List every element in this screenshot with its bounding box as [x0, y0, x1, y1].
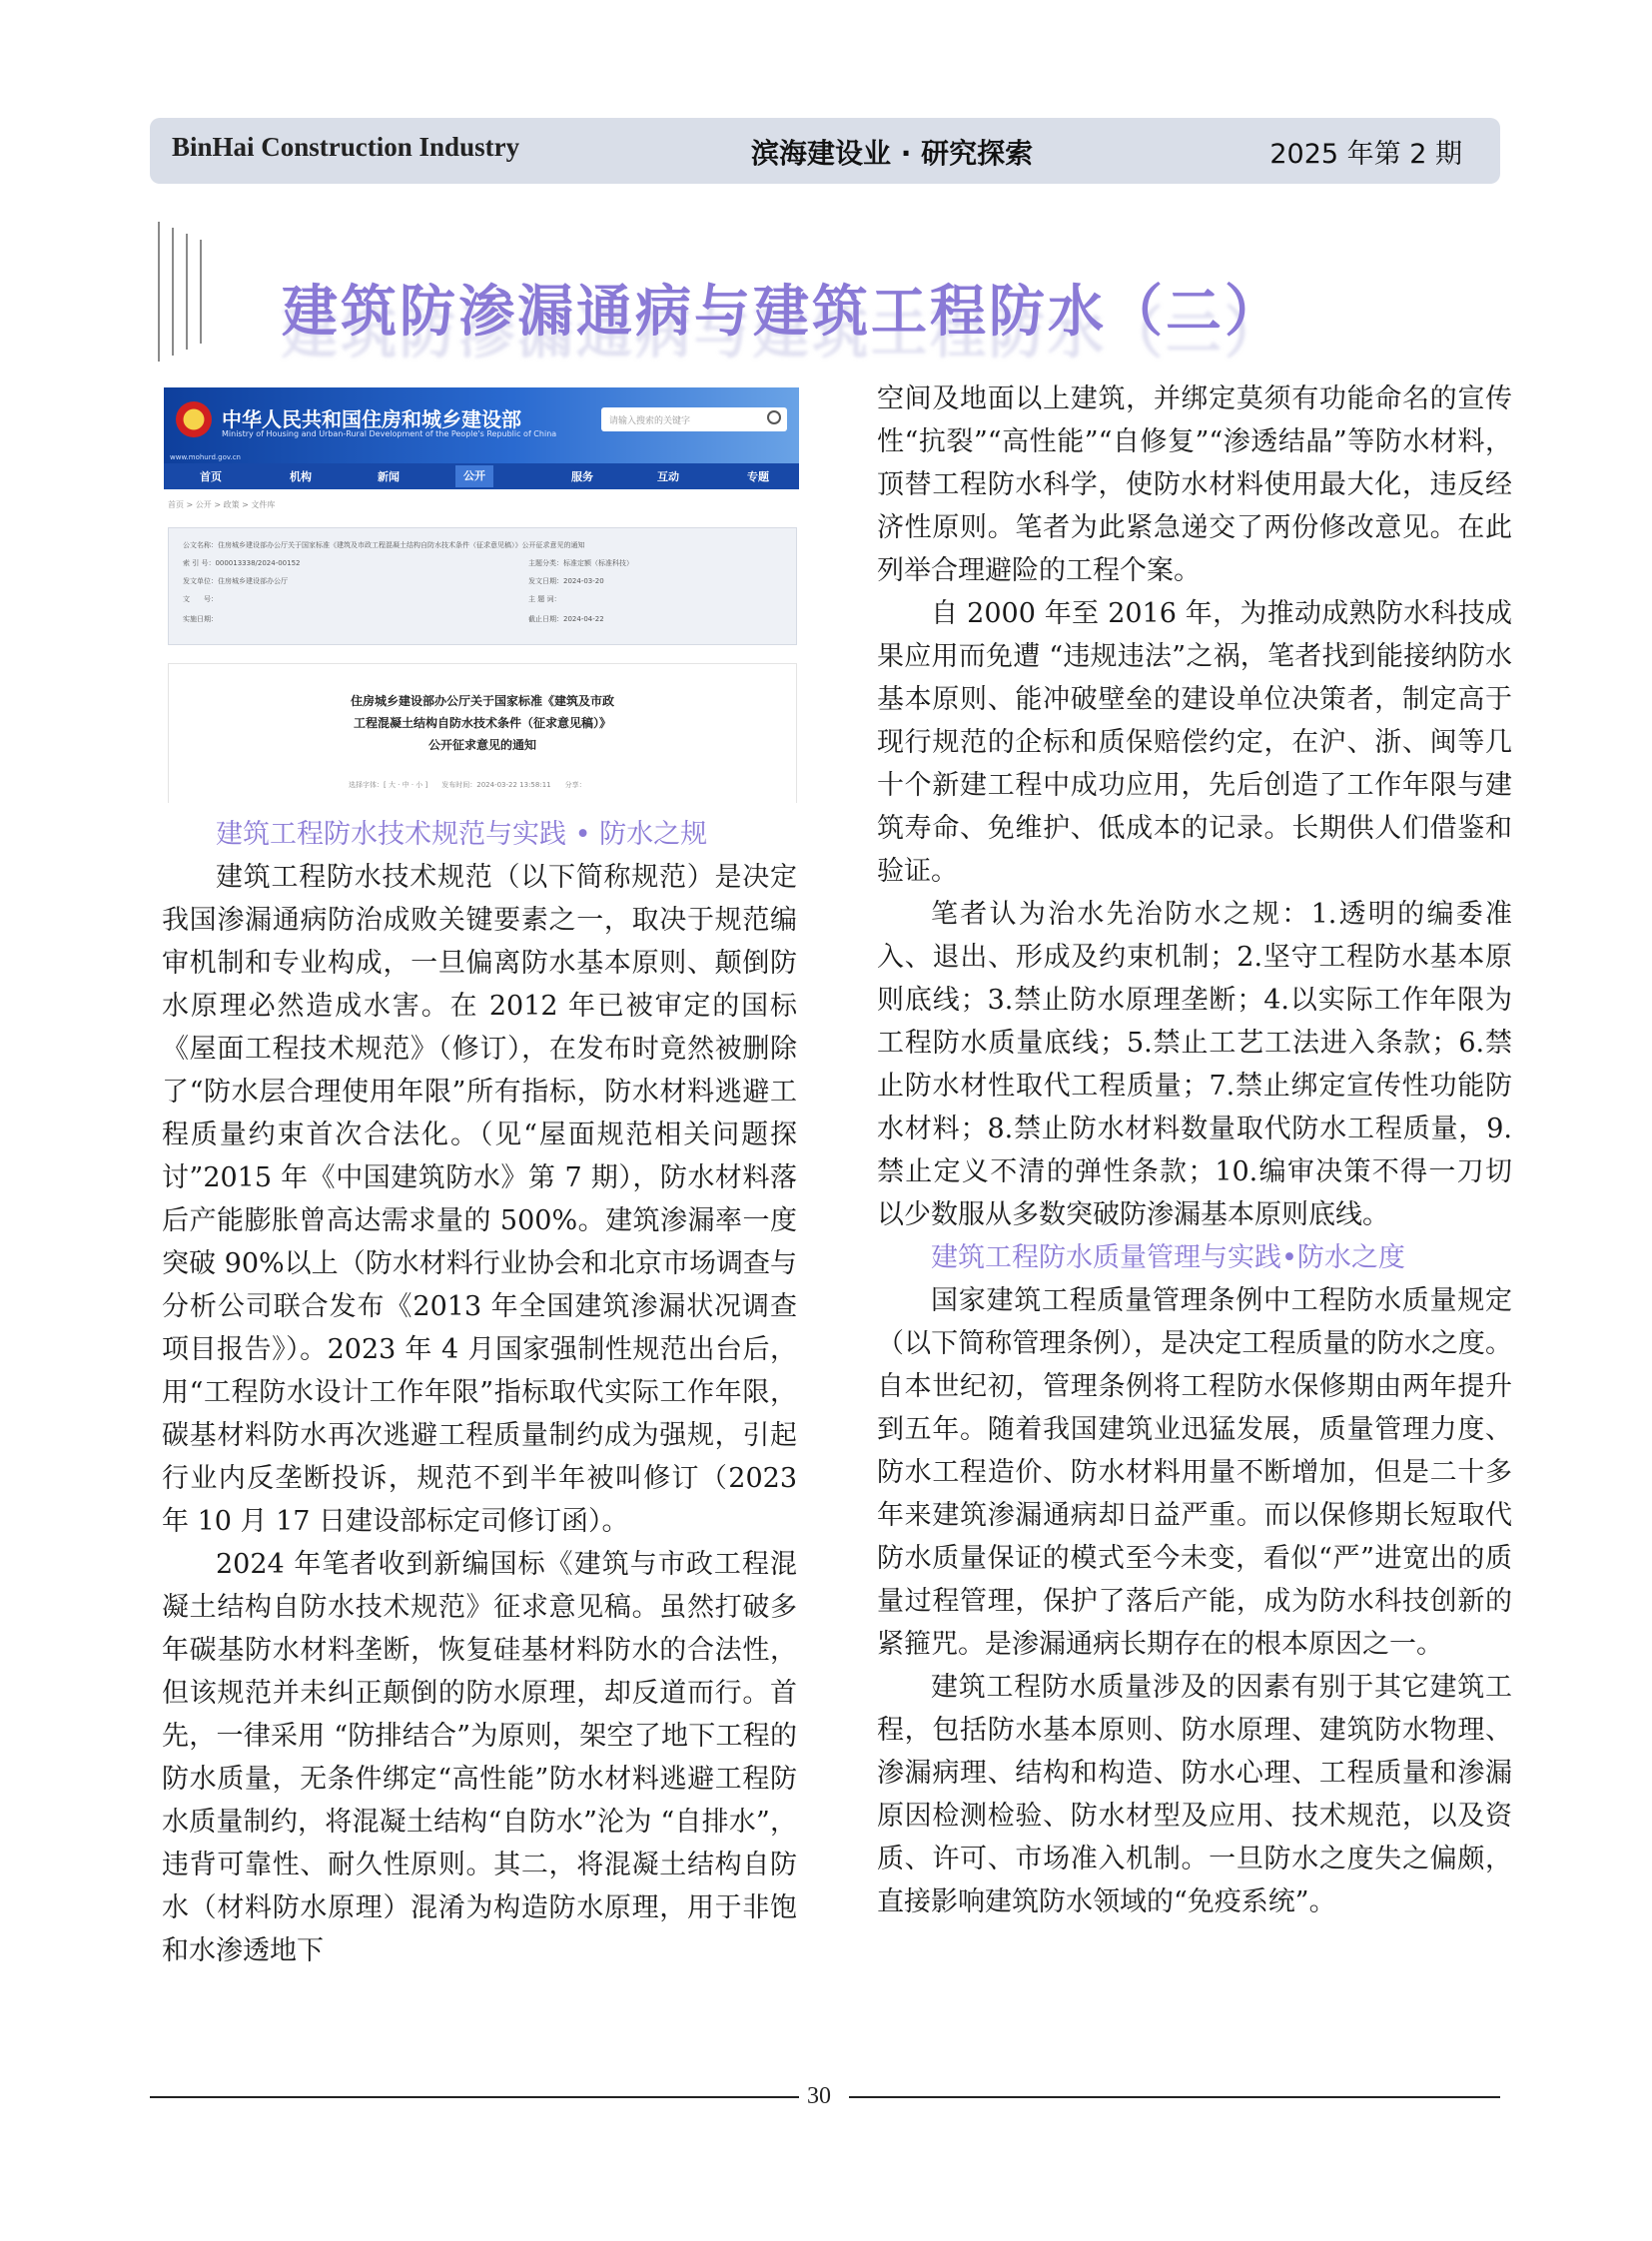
left-column: [162, 813, 797, 1972]
site-url: www.mohurd.gov.cn: [170, 453, 241, 461]
article-title: 建筑防渗漏通病与建筑工程防水（二）: [282, 280, 1283, 345]
website-screenshot-figure: [164, 387, 799, 803]
site-title: 中华人民共和国住房和城乡建设部: [222, 407, 521, 431]
info-issue-date: 发文日期：2024-03-20: [528, 577, 604, 585]
notice-title-line-1: 住房城乡建设部办公厅关于国家标准《建筑及市政: [350, 694, 614, 708]
info-keywords: 主 题 词：: [528, 595, 561, 603]
info-effective-date: 实施日期：: [183, 615, 218, 623]
nav-public[interactable]: 公开: [455, 465, 493, 487]
info-doc-number: 文 号：: [183, 595, 218, 603]
info-issuer: 发文单位：住房城乡建设部办公厅: [183, 577, 288, 585]
search-icon: [767, 410, 781, 424]
info-index: 索 引 号：000013338/2024-00152: [183, 559, 301, 567]
paragraph: 国家建筑工程质量管理条例中工程防水质量规定（以下简称管理条例），是决定工程质量的防水之度。自本世纪初，管理条例将工程防水保修期由两年提升到五年。随着我国建筑业迅猛发展，质量管理力度、防水工程造价、防水材料用量不断增加，但是二十多年来建筑渗漏通病却日益严重。而以保修期长短取代防水质量保证的模式至今未变，看似“严”进宽出的质量过程管理，保护了落后产能，成为防水科技创新的紧箍咒。是渗漏通病长期存在的根本原因之一。: [877, 1285, 1512, 1660]
notice-title-line-3: 公开征求意见的通知: [427, 738, 536, 752]
right-column: [877, 377, 1512, 1923]
nav-news[interactable]: 新闻: [378, 470, 400, 483]
paragraph: 2024 年笔者收到新编国标《建筑与市政工程混凝土结构自防水技术规范》征求意见稿。虽然打破多年碳基防水材料垄断，恢复硅基材料防水的合法性，但该规范并未纠正颠倒的防水原理，却反道而行。首先，一律采用 “防排结合”为原则，架空了地下工程的防水质量，无条件绑定“高性能”防水材料逃避工程防水质量制约，将混凝土结构“自防水”沦为 “自排水”，违背可靠性、耐久性原则。其二，将混凝土结构自防水（材料防水原理）混淆为构造防水原理，用于非饱和水渗透地下: [162, 1549, 797, 1966]
site-nav: [164, 463, 799, 489]
section-heading-quality: 建筑工程防水质量管理与实践•防水之度: [931, 1242, 1405, 1273]
notice-box: [168, 663, 797, 803]
info-title: 公文名称：住房城乡建设部办公厅关于国家标准《建筑及市政工程混凝土结构自防水技术条件（征求意见稿）》公开征求意见的通知: [183, 541, 585, 549]
journal-chinese-name: 滨海建设业 · 研究探索: [751, 137, 1034, 170]
page-number: 30: [807, 2083, 831, 2109]
info-category: 主题分类：标准定额（标准科技）: [528, 559, 633, 567]
document-info-box: [168, 527, 797, 645]
paragraph: 建筑工程防水技术规范（以下简称规范）是决定我国渗漏通病防治成败关键要素之一，取决于规范编审机制和专业构成，一旦偏离防水基本原则、颠倒防水原理必然造成水害。在 2012 年已被审定的国标《屋面工程技术规范》（修订），在发布时竟然被删除了“防水层合理使用年限”所有指标，防水材料逃避工程质量约束首次合法化。（见“屋面规范相关问题探讨”2015 年《中国建筑防水》第 7 期），防水材料落后产能膨胀曾高达需求量的 500%。建筑渗漏率一度突破 90%以上（防水材料行业协会和北京市场调查与分析公司联合发布《2013 年全国建筑渗漏状况调查项目报告》）。2023 年 4 月国家强制性规范出台后，用“工程防水设计工作年限”指标取代实际工作年限，碳基材料防水再次逃避工程质量制约成为强规，引起行业内反垄断投诉，规范不到半年被叫修订（2023 年 10 月 17 日建设部标定司修订函）。: [162, 862, 797, 1537]
breadcrumb: 首页 > 公开 > 政策 > 文件库: [168, 500, 276, 509]
search-placeholder: 请输入搜索的关键字: [609, 416, 691, 426]
nav-org[interactable]: 机构: [290, 470, 312, 483]
national-emblem-icon: [176, 401, 212, 437]
info-deadline: 截止日期：2024-04-22: [528, 615, 604, 623]
issue-label: 2025 年第 2 期: [1269, 139, 1462, 170]
paragraph: 笔者认为治水先治防水之规：1.透明的编委准入、退出、形成及约束机制；2.坚守工程防水基本原则底线；3.禁止防水原理垄断；4.以实际工作年限为工程防水质量底线；5.禁止工艺工法进入条款；6.禁止防水材性取代工程质量；7.禁止绑定宣传性功能防水材料；8.禁止防水材料数量取代防水工程质量，9.禁止定义不清的弹性条款；10.编审决策不得一刀切以少数服从多数突破防渗漏基本原则底线。: [877, 899, 1512, 1230]
paragraph-continued: 空间及地面以上建筑，并绑定莫须有功能命名的宣传性“抗裂”“高性能”“自修复”“渗透结晶”等防水材料，顶替工程防水科学，使防水材料使用最大化，违反经济性原则。笔者为此紧急递交了两份修改意见。在此列举合理避险的工程个案。: [877, 383, 1512, 586]
footer-rule-right: [849, 2096, 1500, 2098]
paragraph: 自 2000 年至 2016 年，为推动成熟防水科技成果应用而免遭 “违规违法”之祸，笔者找到能接纳防水基本原则、能冲破壁垒的建设单位决策者，制定高于现行规范的企标和质保赔偿约定，在沪、浙、闽等几十个新建工程中成功应用，先后创造了工作年限与建筑寿命、免维护、低成本的记录。长期供人们借鉴和验证。: [877, 598, 1512, 887]
nav-topics[interactable]: 专题: [747, 470, 769, 483]
footer-rule-left: [150, 2096, 799, 2098]
site-subtitle: Ministry of Housing and Urban-Rural Development of the People's Republic of China: [222, 429, 557, 438]
notice-title-line-2: 工程混凝土结构自防水技术条件（征求意见稿）》: [353, 716, 611, 730]
section-heading-standards: 建筑工程防水技术规范与实践 • 防水之规: [216, 819, 708, 850]
decorative-lines: [158, 222, 208, 362]
journal-english-name: BinHai Construction Industry: [172, 132, 520, 162]
nav-interact[interactable]: 互动: [657, 470, 679, 483]
nav-home[interactable]: 首页: [200, 470, 222, 483]
running-header: [150, 118, 1500, 184]
nav-service[interactable]: 服务: [571, 470, 593, 483]
notice-meta: 选择字体：[ 大 · 中 · 小 ] 发布时间：2024-03-22 13:58:11 分享：: [349, 781, 586, 789]
paragraph: 建筑工程防水质量涉及的因素有别于其它建筑工程，包括防水基本原则、防水原理、建筑防水物理、渗漏病理、结构和构造、防水心理、工程质量和渗漏原因检测检验、防水材型及应用、技术规范，以及资质、许可、市场准入机制。一旦防水之度失之偏颇，直接影响建筑防水领域的“免疫系统”。: [877, 1672, 1512, 1917]
site-search-box[interactable]: [601, 407, 787, 431]
